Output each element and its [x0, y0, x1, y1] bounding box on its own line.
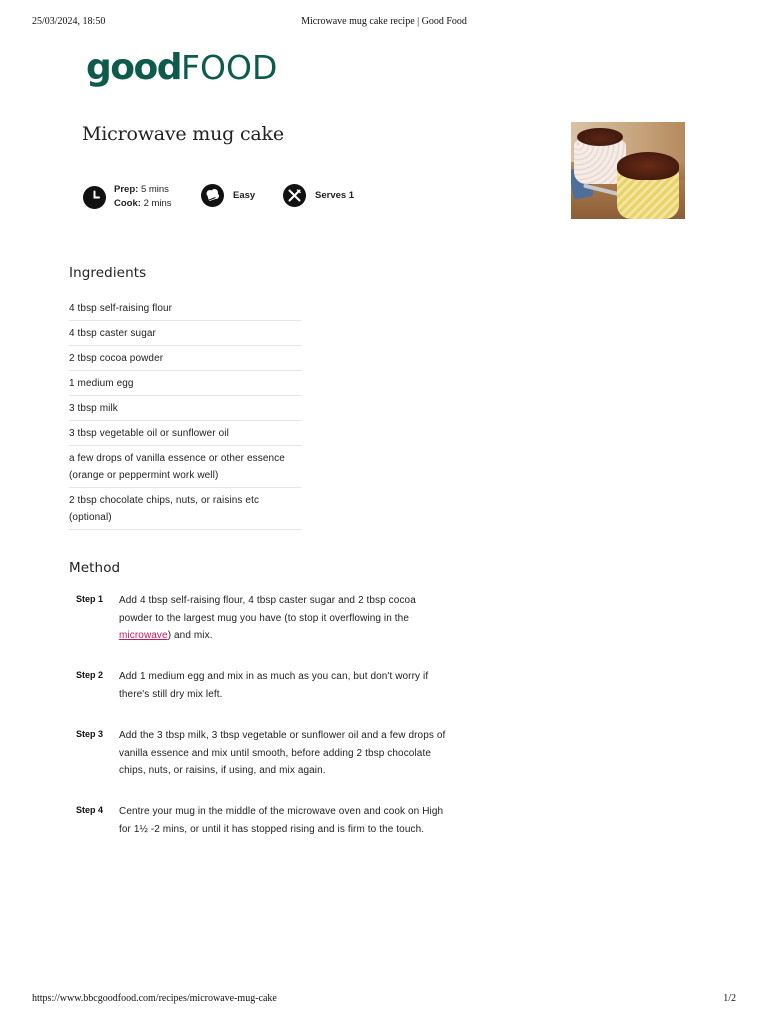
- step-text: Add the 3 tbsp milk, 3 tbsp vegetable or sunflower oil and a few drops of vanilla essence and mix until smooth, before adding 2 tbsp chocolate chips, nuts, or raisins, if using, and mix again.: [119, 730, 446, 776]
- logo-good-text: good: [86, 47, 182, 88]
- skill-label: Easy: [233, 190, 256, 201]
- step-text: Centre your mug in the middle of the microwave oven and cook on High for 1½ -2 mins, or until it has stopped rising and is firm to the touch.: [119, 806, 444, 835]
- ingredient-item: 1 medium egg: [69, 371, 302, 396]
- logo-food-text: FOOD: [181, 48, 278, 87]
- ingredient-item: 3 tbsp milk: [69, 396, 302, 421]
- print-header: [32, 16, 736, 30]
- step-text: Add 1 medium egg and mix in as much as you can, but don't worry if there's still dry mix left.: [119, 671, 429, 700]
- step-label: Step 3: [76, 729, 104, 739]
- cook-label: Cook:: [114, 198, 141, 209]
- prep-value: 5 mins: [140, 184, 169, 195]
- clock-icon: [83, 186, 106, 209]
- recipe-time: [83, 183, 172, 211]
- step-label: Step 4: [76, 805, 104, 815]
- step-label: Step 2: [76, 670, 104, 680]
- recipe-skill-level: [201, 184, 255, 207]
- goodfood-logo[interactable]: [86, 47, 278, 98]
- step-label: Step 1: [76, 594, 104, 604]
- cutlery-icon: [283, 184, 306, 207]
- ingredient-item: 2 tbsp cocoa powder: [69, 346, 302, 371]
- ingredient-item: a few drops of vanilla essence or other essence (orange or peppermint work well): [69, 446, 302, 488]
- page-number: 1/2: [723, 993, 736, 1004]
- ingredient-item: 4 tbsp self-raising flour: [69, 296, 302, 321]
- method-heading: Method: [69, 560, 121, 576]
- print-datetime: 25/03/2024, 18:50: [32, 16, 106, 27]
- prep-label: Prep:: [114, 184, 139, 195]
- ingredients-list: [69, 296, 302, 530]
- print-page-title: Microwave mug cake recipe | Good Food: [301, 16, 467, 27]
- print-footer: [32, 993, 736, 1007]
- step-text: Add 4 tbsp self-raising flour, 4 tbsp caster sugar and 2 tbsp cocoa powder to the largest mug you have (to stop it overflowing in the microwave) and mix.: [119, 595, 416, 641]
- ingredient-item: 4 tbsp caster sugar: [69, 321, 302, 346]
- recipe-title: Microwave mug cake: [82, 123, 284, 145]
- cook-value: 2 mins: [143, 198, 172, 209]
- ingredient-item: 3 tbsp vegetable oil or sunflower oil: [69, 421, 302, 446]
- microwave-link[interactable]: microwave: [119, 630, 168, 641]
- serves-label: Serves 1: [315, 190, 355, 201]
- print-url: https://www.bbcgoodfood.com/recipes/microwave-mug-cake: [32, 993, 277, 1004]
- chef-hat-icon: [201, 184, 224, 207]
- recipe-servings: [283, 184, 354, 207]
- ingredient-item: 2 tbsp chocolate chips, nuts, or raisins etc (optional): [69, 488, 302, 530]
- recipe-image: [571, 122, 685, 219]
- ingredients-heading: Ingredients: [69, 265, 147, 281]
